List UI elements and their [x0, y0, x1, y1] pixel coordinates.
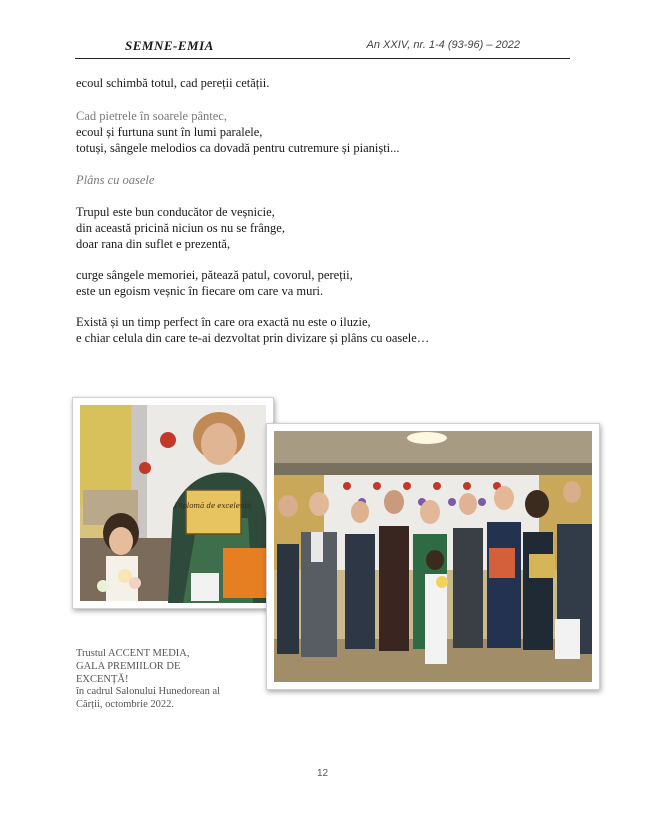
journal-title: SEMNE-EMIA	[125, 38, 214, 53]
poem-line: ecoul schimbă totul, cad pereții cetății.	[76, 76, 270, 90]
poem-title: Plâns cu oasele	[76, 173, 155, 187]
caption-line: EXCENȚĂ!	[76, 673, 129, 685]
poem-line: Cad pietrele în soarele pântec,	[76, 109, 227, 123]
issue-info: An XXIV, nr. 1-4 (93-96) – 2022	[366, 39, 520, 51]
caption-line: Trustul ACCENT MEDIA,	[76, 648, 190, 659]
group-photo	[266, 423, 600, 690]
poem-line: doar rana din suflet e prezentă,	[76, 237, 231, 251]
poem-line: din această pricină niciun os nu se frânge,	[76, 221, 285, 235]
award-photo-image	[73, 398, 273, 608]
poem-line: curge sângele memoriei, pătează patul, covorul, pereții,	[76, 268, 353, 282]
page-number: 12	[316, 768, 329, 779]
poem-line: Există și un timp perfect în care ora exactă nu este o iluzie,	[76, 315, 371, 329]
poem-line: este un egoism veșnic în fiecare om care va muri.	[76, 284, 324, 298]
poem-line: totuși, sângele melodios ca dovadă pentru cutremure și pianiști...	[76, 141, 400, 155]
running-header	[75, 38, 570, 59]
diploma-text: Diplomă de excelență	[174, 502, 252, 510]
group-photo-image	[267, 424, 599, 689]
award-photo	[72, 397, 274, 609]
poem-line: ecoul și furtuna sunt în lumi paralele,	[76, 125, 263, 139]
poem-line: Trupul este bun conducător de veșnicie,	[76, 205, 275, 219]
caption-line: Cărții, octombrie 2022.	[76, 699, 174, 711]
caption-line: GALA PREMIILOR DE	[76, 660, 181, 672]
caption-line: în cadrul Salonului Hunedorean al	[76, 686, 221, 698]
photo-caption	[76, 648, 220, 712]
poem-line: e chiar celula din care te-ai dezvoltat prin divizare și plâns cu oasele…	[76, 331, 430, 345]
